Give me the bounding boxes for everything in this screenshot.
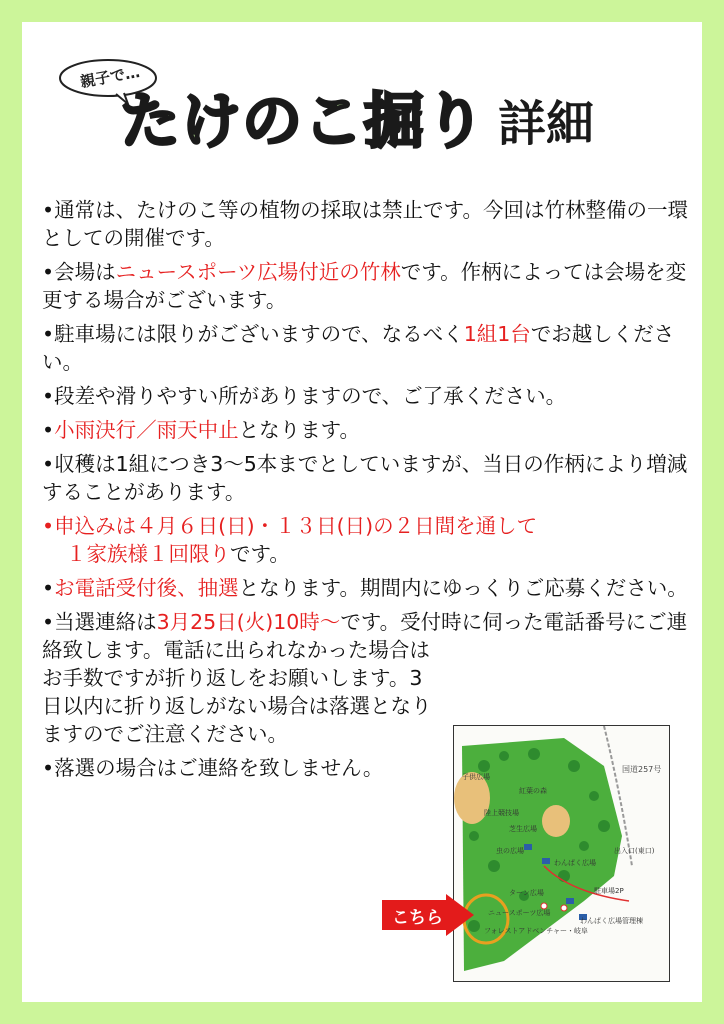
here-arrow <box>380 894 476 936</box>
details-list <box>42 196 692 788</box>
weather-highlight: 小雨決行／雨天中止 <box>54 418 239 442</box>
list-item: •駐車場には限りがございますので、なるべく1組1台でお越しください。 <box>42 322 675 374</box>
page-title-suffix: 詳細 <box>498 96 595 152</box>
callback-note: お手数ですが折り返しをお願いします。3日以内に折り返しがない場合は落選となりますのでご注意ください。 <box>42 666 432 746</box>
map-road-label: 国道257号 <box>622 765 662 774</box>
bubble-text: 親子で… <box>78 62 142 92</box>
here-arrow-label: こちら <box>392 908 443 928</box>
list-item: •会場はニュースポーツ広場付近の竹林です。作柄によっては会場を変更する場合がございます。 <box>42 260 687 312</box>
list-item: •落選の場合はご連絡を致しません。 <box>42 756 384 780</box>
venue-highlight: ニュースポーツ広場付近の竹林 <box>115 260 401 284</box>
list-item: •通常は、たけのこ等の植物の採取は禁止です。今回は竹林整備の一環としての開催です。 <box>42 198 688 250</box>
park-map: 国道257号 子供広場 紅葉の森 陸上競技場 芝生広場 虫の広場 わんぱく広場 ターン広場 フォレストアドベンチャー・岐阜 ニュースポーツ広場 駐車場2P わんぱく広場管理棟 出入口(東口) <box>453 725 670 982</box>
list-item: •収穫は1組につき3～5本までとしていますが、当日の作柄により増減することがあります。 <box>42 452 688 504</box>
list-item: •小雨決行／雨天中止となります。 <box>42 418 360 442</box>
page-title: たけのこ掘り <box>120 87 486 157</box>
list-item: •申込みは４月６日(日)・１３日(日)の２日間を通して １家族様１回限りです。 <box>42 514 538 566</box>
list-item: •お電話受付後、抽選となります。期間内にゆっくりご応募ください。 <box>42 576 688 600</box>
limit-highlight: １家族様１回限り <box>66 542 230 566</box>
list-item: •当選連絡は3月25日(火)10時～です。受付時に伺った電話番号にご連絡致します。電話に出られなかった場合は お手数ですが折り返しをお願いします。3日以内に折り返しがない場合は落選となりますのでご注意ください。 <box>42 610 688 746</box>
notification-date-highlight: 3月25日(火)10時～ <box>156 610 341 634</box>
list-item: •段差や滑りやすい所がありますので、ご了承ください。 <box>42 384 567 408</box>
parking-highlight: 1組1台 <box>463 322 531 346</box>
lottery-highlight: お電話受付後、抽選 <box>54 576 239 600</box>
application-highlight: 申込みは４月６日(日)・１３日(日)の２日間を通して <box>54 514 538 538</box>
